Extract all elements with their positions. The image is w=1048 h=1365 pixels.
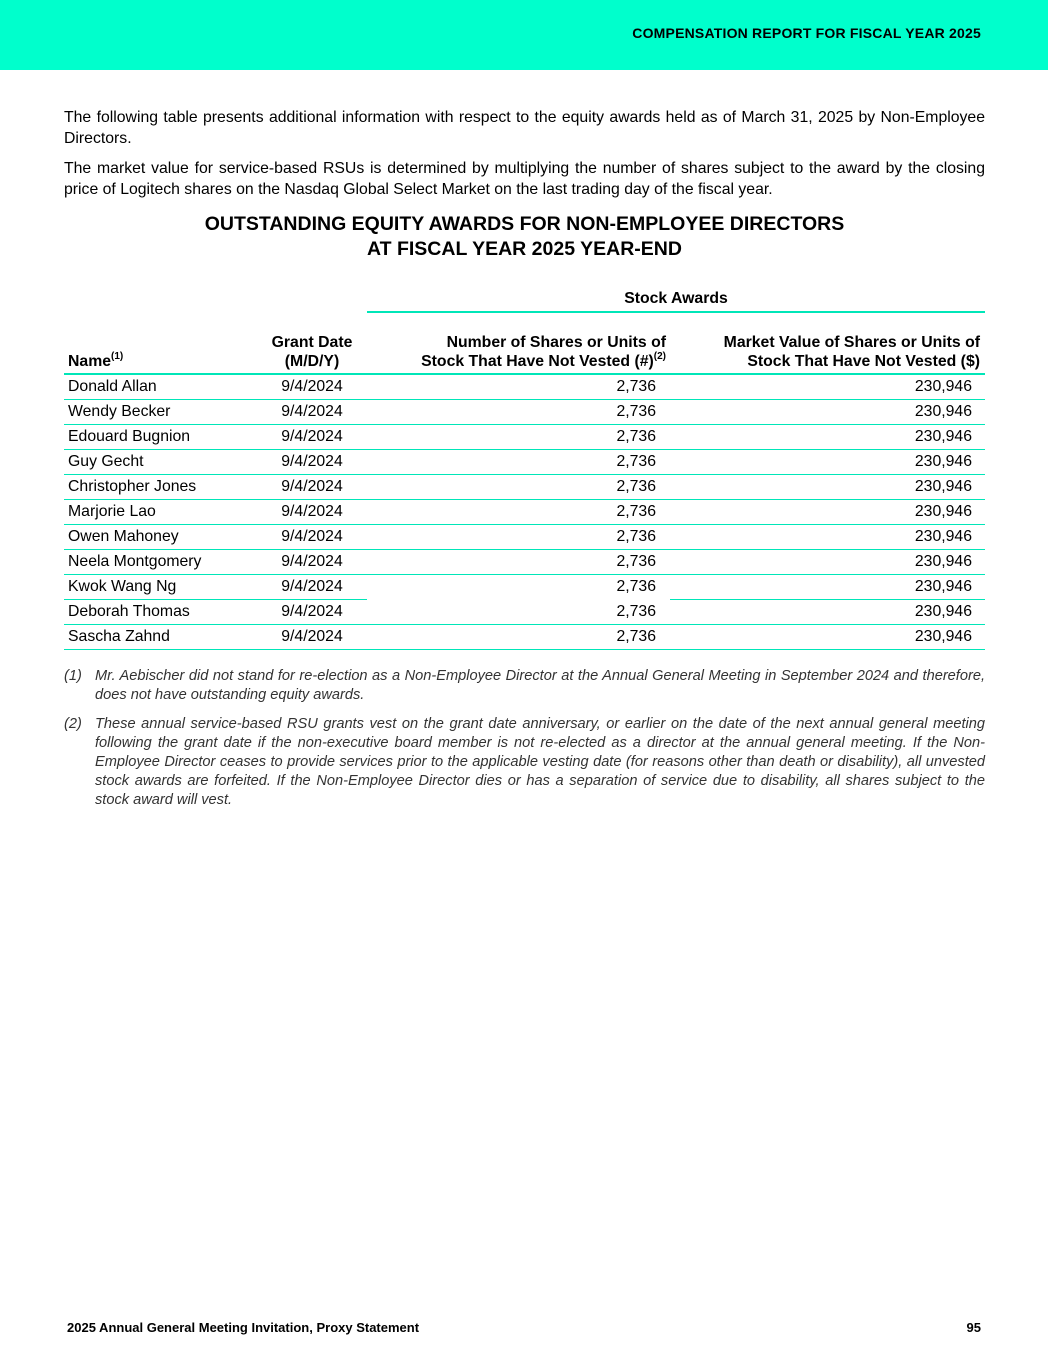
footnote xyxy=(64,715,985,810)
equity-awards-table xyxy=(64,289,985,650)
market-value-cell: 230,946 xyxy=(670,599,985,624)
table-body xyxy=(64,374,985,649)
table-title xyxy=(64,212,985,262)
shares-cell: 2,736 xyxy=(367,524,670,549)
table-row xyxy=(64,424,985,449)
footnote xyxy=(64,667,985,705)
director-name-cell: Edouard Bugnion xyxy=(64,424,257,449)
footnote-text: Mr. Aebischer did not stand for re-election as a Non-Employee Director at the Annual General Meeting in September 2024 and therefore, does not have outstanding equity awards. xyxy=(95,667,985,703)
director-name-cell: Deborah Thomas xyxy=(64,599,257,624)
director-name-cell: Christopher Jones xyxy=(64,474,257,499)
report-title: COMPENSATION REPORT FOR FISCAL YEAR 2025 xyxy=(632,25,981,41)
table-row xyxy=(64,624,985,649)
grant-date-cell: 9/4/2024 xyxy=(257,474,367,499)
market-value-cell: 230,946 xyxy=(670,474,985,499)
main-content xyxy=(64,107,985,820)
table-title-line: AT FISCAL YEAR 2025 YEAR-END xyxy=(367,238,682,260)
footnote-mark: (1) xyxy=(64,667,82,684)
table-row xyxy=(64,574,985,599)
market-value-cell: 230,946 xyxy=(670,549,985,574)
shares-cell: 2,736 xyxy=(367,599,670,624)
table-row xyxy=(64,449,985,474)
column-header-name: Name$^{(1)}$ xyxy=(64,312,257,374)
intro-paragraph: The market value for service-based RSUs is determined by multiplying the number of shares subject to the award by the closing price of Logitech shares on the Nasdaq Global Select Market on the last trading day of the fiscal year. xyxy=(64,160,985,198)
director-name-cell: Donald Allan xyxy=(64,374,257,399)
table-row xyxy=(64,474,985,499)
shares-cell: 2,736 xyxy=(367,449,670,474)
stock-awards-group-header: Stock Awards xyxy=(367,289,985,312)
table-row xyxy=(64,499,985,524)
shares-cell: 2,736 xyxy=(367,549,670,574)
director-name-cell: Sascha Zahnd xyxy=(64,624,257,649)
market-value-cell: 230,946 xyxy=(670,624,985,649)
director-name-cell: Wendy Becker xyxy=(64,399,257,424)
market-value-cell: 230,946 xyxy=(670,499,985,524)
grant-date-cell: 9/4/2024 xyxy=(257,574,367,599)
header-banner xyxy=(0,0,1048,70)
grant-date-cell: 9/4/2024 xyxy=(257,499,367,524)
footnote-mark: (2) xyxy=(64,715,82,732)
market-value-cell: 230,946 xyxy=(670,449,985,474)
director-name-cell: Owen Mahoney xyxy=(64,524,257,549)
shares-cell: 2,736 xyxy=(367,624,670,649)
grant-date-cell: 9/4/2024 xyxy=(257,624,367,649)
grant-date-cell: 9/4/2024 xyxy=(257,424,367,449)
footnote-text: These annual service-based RSU grants vest on the grant date anniversary, or earlier on the date of the next annual general meeting following the grant date if the non-executive board member is not re-elected as a director at the annual general meeting. If the Non-Employee Director ceases to provide services prior to the applicable vesting date (for reasons other than death or disability), all unvested stock awards are forfeited. If the Non-Employee Director dies or has a separation of service due to disability, all shares subject to the stock award will vest. xyxy=(95,715,985,808)
market-value-cell: 230,946 xyxy=(670,374,985,399)
shares-cell: 2,736 xyxy=(367,424,670,449)
grant-date-cell: 9/4/2024 xyxy=(257,599,367,624)
table-row xyxy=(64,399,985,424)
market-value-cell: 230,946 xyxy=(670,574,985,599)
table-row xyxy=(64,599,985,624)
market-value-cell: 230,946 xyxy=(670,424,985,449)
grant-date-cell: 9/4/2024 xyxy=(257,549,367,574)
market-value-cell: 230,946 xyxy=(670,524,985,549)
table-group-header-row xyxy=(64,289,985,312)
director-name-cell: Marjorie Lao xyxy=(64,499,257,524)
table-row xyxy=(64,374,985,399)
table-header-row xyxy=(64,312,985,374)
table-row xyxy=(64,549,985,574)
market-value-cell: 230,946 xyxy=(670,399,985,424)
shares-cell: 2,736 xyxy=(616,578,656,596)
footnote-ref: (2) xyxy=(653,350,666,362)
shares-cell: 2,736 xyxy=(367,499,670,524)
column-header-shares: Number of Shares or Units of Stock That Have Not Vested (#)$^{(2)}$ xyxy=(367,312,670,374)
shares-cell: 2,736 xyxy=(367,374,670,399)
page-number: 95 xyxy=(966,1320,981,1335)
intro-paragraph: The following table presents additional information with respect to the equity awards held as of March 31, 2025 by Non-Employee Directors. xyxy=(64,109,985,147)
grant-date-cell: 9/4/2024 xyxy=(257,374,367,399)
column-header-grant-date: Grant Date (M/D/Y) xyxy=(257,312,367,374)
grant-date-cell: 9/4/2024 xyxy=(257,399,367,424)
director-name-cell: Neela Montgomery xyxy=(64,549,257,574)
footnote-ref: (1) xyxy=(111,350,124,362)
table-title-line: OUTSTANDING EQUITY AWARDS FOR NON-EMPLOYEE DIRECTORS xyxy=(204,213,845,235)
grant-date-cell: 9/4/2024 xyxy=(257,449,367,474)
director-name-cell: Kwok Wang Ng xyxy=(64,574,257,599)
shares-cell: 2,736 xyxy=(367,399,670,424)
column-header-market-value: Market Value of Shares or Units of Stock That Have Not Vested ($) xyxy=(670,312,985,374)
table-row xyxy=(64,524,985,549)
director-name-cell: Guy Gecht xyxy=(64,449,257,474)
footer-document-title: 2025 Annual General Meeting Invitation, Proxy Statement xyxy=(67,1320,420,1335)
shares-cell: 2,736 xyxy=(367,474,670,499)
footnotes xyxy=(64,667,985,810)
grant-date-cell: 9/4/2024 xyxy=(257,524,367,549)
